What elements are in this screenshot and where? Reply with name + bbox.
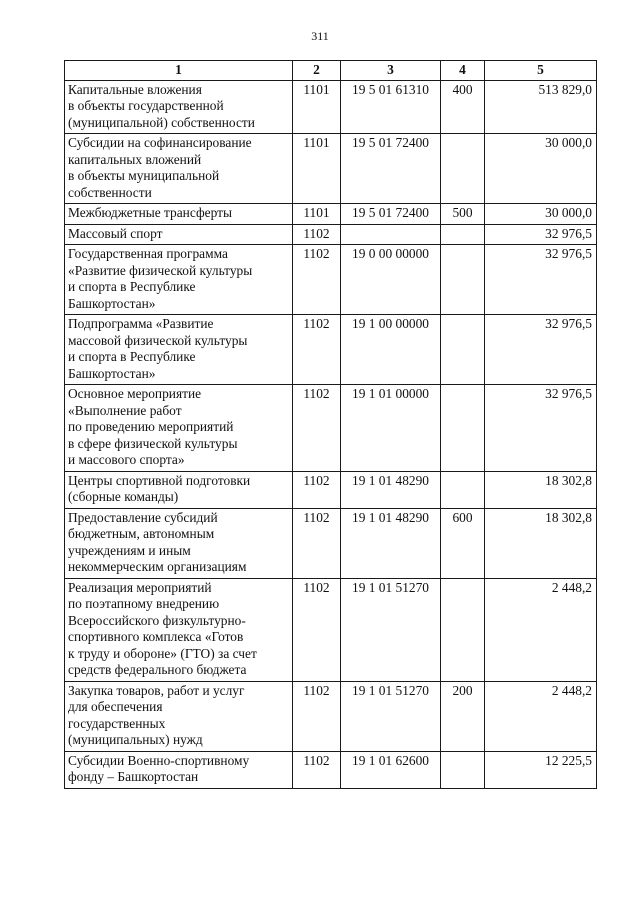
table-row bbox=[65, 578, 597, 681]
table-row bbox=[65, 471, 597, 508]
table-row bbox=[65, 751, 597, 788]
row-amount: 2 448,2 bbox=[485, 578, 597, 681]
row-section-code: 1102 bbox=[293, 315, 341, 385]
row-section-code: 1102 bbox=[293, 471, 341, 508]
table-row bbox=[65, 80, 597, 134]
row-target-code: 19 5 01 61310 bbox=[341, 80, 441, 134]
row-expense-type bbox=[441, 245, 485, 315]
row-target-code: 19 1 00 00000 bbox=[341, 315, 441, 385]
row-target-code: 19 1 01 48290 bbox=[341, 471, 441, 508]
row-section-code: 1102 bbox=[293, 385, 341, 472]
header-col-4: 4 bbox=[441, 61, 485, 81]
row-expense-type: 400 bbox=[441, 80, 485, 134]
page-number: 311 bbox=[311, 29, 329, 43]
row-section-code: 1102 bbox=[293, 751, 341, 788]
row-expense-type: 600 bbox=[441, 508, 485, 578]
row-expense-type: 500 bbox=[441, 204, 485, 225]
header-col-1: 1 bbox=[65, 61, 293, 81]
row-amount: 32 976,5 bbox=[485, 245, 597, 315]
header-col-3: 3 bbox=[341, 61, 441, 81]
row-target-code: 19 5 01 72400 bbox=[341, 134, 441, 204]
row-section-code: 1102 bbox=[293, 245, 341, 315]
row-section-code: 1102 bbox=[293, 224, 341, 245]
row-name: Субсидии Военно-спортивному фонду – Башкортостан bbox=[65, 751, 293, 788]
row-section-code: 1102 bbox=[293, 681, 341, 751]
row-target-code: 19 1 01 51270 bbox=[341, 578, 441, 681]
row-name: Капитальные вложения в объекты государственной (муниципальной) собственности bbox=[65, 80, 293, 134]
table-row bbox=[65, 315, 597, 385]
table-row bbox=[65, 385, 597, 472]
row-section-code: 1102 bbox=[293, 508, 341, 578]
row-target-code: 19 1 01 62600 bbox=[341, 751, 441, 788]
row-expense-type bbox=[441, 224, 485, 245]
row-amount: 513 829,0 bbox=[485, 80, 597, 134]
row-section-code: 1101 bbox=[293, 134, 341, 204]
row-expense-type: 200 bbox=[441, 681, 485, 751]
row-amount: 32 976,5 bbox=[485, 385, 597, 472]
table-row bbox=[65, 204, 597, 225]
row-amount: 18 302,8 bbox=[485, 471, 597, 508]
row-expense-type bbox=[441, 315, 485, 385]
row-name: Подпрограмма «Развитие массовой физической культуры и спорта в Республике Башкортостан» bbox=[65, 315, 293, 385]
row-name: Реализация мероприятий по поэтапному внедрению Всероссийского физкультурно- спортивного комплекса «Готов к труду и обороне» (ГТО) за счет средств федерального бюджета bbox=[65, 578, 293, 681]
row-expense-type bbox=[441, 578, 485, 681]
row-expense-type bbox=[441, 751, 485, 788]
row-amount: 12 225,5 bbox=[485, 751, 597, 788]
header-col-2: 2 bbox=[293, 61, 341, 81]
row-amount: 32 976,5 bbox=[485, 224, 597, 245]
table-row bbox=[65, 245, 597, 315]
row-section-code: 1101 bbox=[293, 80, 341, 134]
row-name: Предоставление субсидий бюджетным, автономным учреждениям и иным некоммерческим организациям bbox=[65, 508, 293, 578]
row-name: Центры спортивной подготовки (сборные команды) bbox=[65, 471, 293, 508]
table-body bbox=[65, 80, 597, 788]
row-target-code bbox=[341, 224, 441, 245]
row-section-code: 1101 bbox=[293, 204, 341, 225]
row-target-code: 19 1 01 48290 bbox=[341, 508, 441, 578]
table-row bbox=[65, 508, 597, 578]
table-header-row bbox=[65, 61, 597, 81]
row-target-code: 19 0 00 00000 bbox=[341, 245, 441, 315]
row-expense-type bbox=[441, 471, 485, 508]
row-name: Государственная программа «Развитие физической культуры и спорта в Республике Башкортостан» bbox=[65, 245, 293, 315]
header-col-5: 5 bbox=[485, 61, 597, 81]
row-amount: 18 302,8 bbox=[485, 508, 597, 578]
row-target-code: 19 1 01 00000 bbox=[341, 385, 441, 472]
row-name: Закупка товаров, работ и услуг для обеспечения государственных (муниципальных) нужд bbox=[65, 681, 293, 751]
row-section-code: 1102 bbox=[293, 578, 341, 681]
row-amount: 2 448,2 bbox=[485, 681, 597, 751]
row-amount: 30 000,0 bbox=[485, 134, 597, 204]
row-amount: 30 000,0 bbox=[485, 204, 597, 225]
budget-table bbox=[64, 60, 597, 789]
row-name: Массовый спорт bbox=[65, 224, 293, 245]
row-name: Межбюджетные трансферты bbox=[65, 204, 293, 225]
table-row bbox=[65, 134, 597, 204]
row-target-code: 19 1 01 51270 bbox=[341, 681, 441, 751]
table-row bbox=[65, 224, 597, 245]
table-row bbox=[65, 681, 597, 751]
row-amount: 32 976,5 bbox=[485, 315, 597, 385]
row-expense-type bbox=[441, 134, 485, 204]
row-expense-type bbox=[441, 385, 485, 472]
row-target-code: 19 5 01 72400 bbox=[341, 204, 441, 225]
row-name: Субсидии на софинансирование капитальных вложений в объекты муниципальной собственности bbox=[65, 134, 293, 204]
row-name: Основное мероприятие «Выполнение работ по проведению мероприятий в сфере физической культуры и массового спорта» bbox=[65, 385, 293, 472]
